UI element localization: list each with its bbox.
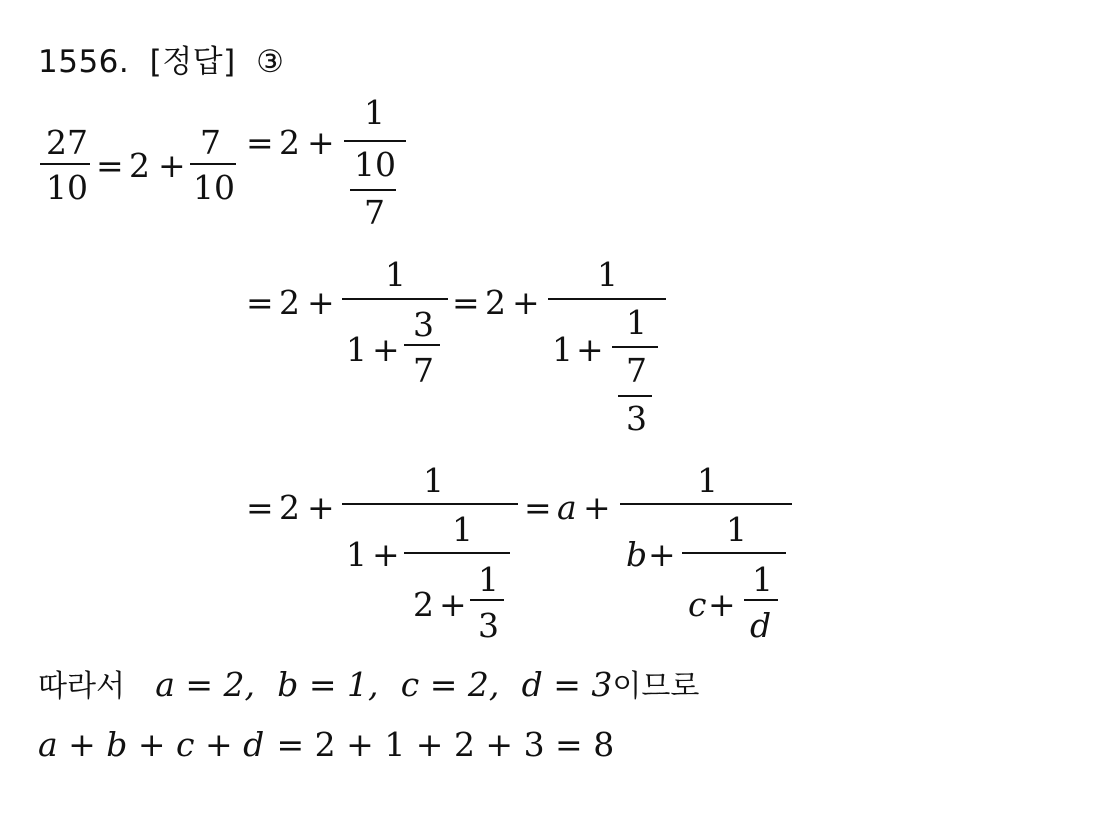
integer-2: 2 xyxy=(129,146,150,185)
equals-sign: = xyxy=(524,488,552,527)
plus-sign: + xyxy=(439,585,467,624)
fraction-bar xyxy=(404,552,510,554)
nested-numerator-1: 1 xyxy=(626,303,647,342)
fraction-bar xyxy=(470,599,504,601)
fraction-bar xyxy=(344,140,406,142)
value-a: a = 2, xyxy=(155,665,255,704)
numerator-1: 1 xyxy=(423,461,444,500)
nested-denominator-7: 7 xyxy=(364,193,385,232)
variable-b: b xyxy=(626,535,648,574)
equals-sign: = xyxy=(96,146,124,185)
numerator-1: 1 xyxy=(597,255,618,294)
denominator-1: 1 xyxy=(552,330,573,369)
numerator-1: 1 xyxy=(385,255,406,294)
problem-header xyxy=(38,36,284,81)
value-d: d = 3 xyxy=(521,665,613,704)
inner-numerator-7: 7 xyxy=(626,351,647,390)
problem-number: 1556. xyxy=(38,44,130,80)
inner-denominator-3: 3 xyxy=(478,606,499,645)
inner-numerator-1: 1 xyxy=(478,560,499,599)
inner-numerator-1: 1 xyxy=(752,560,773,599)
plus-sign: + xyxy=(307,123,335,162)
numerator-1: 1 xyxy=(697,461,718,500)
denominator-1: 1 xyxy=(346,330,367,369)
fraction-bar xyxy=(548,298,666,300)
denominator-10: 10 xyxy=(193,168,235,207)
plus-sign: + xyxy=(648,535,676,574)
answer-value: ③ xyxy=(256,44,285,80)
sum-lhs: a + b + c + d xyxy=(38,725,265,764)
conclusion-prefix: 따라서 xyxy=(38,669,125,704)
plus-sign: + xyxy=(372,330,400,369)
inner-denominator-3: 3 xyxy=(626,399,647,438)
plus-sign: + xyxy=(158,146,186,185)
plus-sign: + xyxy=(583,488,611,527)
value-c: c = 2, xyxy=(400,665,500,704)
sum-rhs: = 2 + 1 + 2 + 3 = 8 xyxy=(276,725,615,764)
fraction-bar xyxy=(682,552,786,554)
nested-denominator-7: 7 xyxy=(413,351,434,390)
fraction-bar xyxy=(404,344,440,346)
fraction-bar xyxy=(744,599,778,601)
fraction-bar xyxy=(342,503,518,505)
nested-numerator-3: 3 xyxy=(413,305,434,344)
fraction-bar xyxy=(612,346,658,348)
equals-sign: = xyxy=(452,283,480,322)
nested-denominator-2: 2 xyxy=(413,585,434,624)
sum-line xyxy=(38,725,615,764)
denominator-1: 1 xyxy=(346,535,367,574)
fraction-bar xyxy=(342,298,448,300)
integer-2: 2 xyxy=(279,488,300,527)
variable-c: c xyxy=(688,585,707,624)
equals-sign: = xyxy=(246,123,274,162)
conclusion-line xyxy=(38,665,700,704)
fraction-bar xyxy=(620,503,792,505)
equals-sign: = xyxy=(246,488,274,527)
plus-sign: + xyxy=(372,535,400,574)
numerator-27: 27 xyxy=(46,123,88,162)
fraction-bar xyxy=(190,163,236,165)
integer-2: 2 xyxy=(485,283,506,322)
numerator-7: 7 xyxy=(200,123,221,162)
fraction-bar xyxy=(350,189,396,191)
variable-d: d xyxy=(750,606,772,645)
integer-2: 2 xyxy=(279,283,300,322)
plus-sign: + xyxy=(708,585,736,624)
plus-sign: + xyxy=(512,283,540,322)
value-b: b = 1, xyxy=(277,665,379,704)
plus-sign: + xyxy=(576,330,604,369)
plus-sign: + xyxy=(307,488,335,527)
fraction-bar xyxy=(40,163,90,165)
nested-numerator-1: 1 xyxy=(452,510,473,549)
answer-label: [정답] xyxy=(149,44,236,80)
numerator-1: 1 xyxy=(364,93,385,132)
denominator-10: 10 xyxy=(46,168,88,207)
nested-numerator-10: 10 xyxy=(354,145,396,184)
integer-2: 2 xyxy=(279,123,300,162)
variable-a: a xyxy=(557,488,577,527)
fraction-bar xyxy=(618,395,652,397)
conclusion-suffix: 이므로 xyxy=(612,669,700,704)
equals-sign: = xyxy=(246,283,274,322)
nested-numerator-1: 1 xyxy=(726,510,747,549)
plus-sign: + xyxy=(307,283,335,322)
